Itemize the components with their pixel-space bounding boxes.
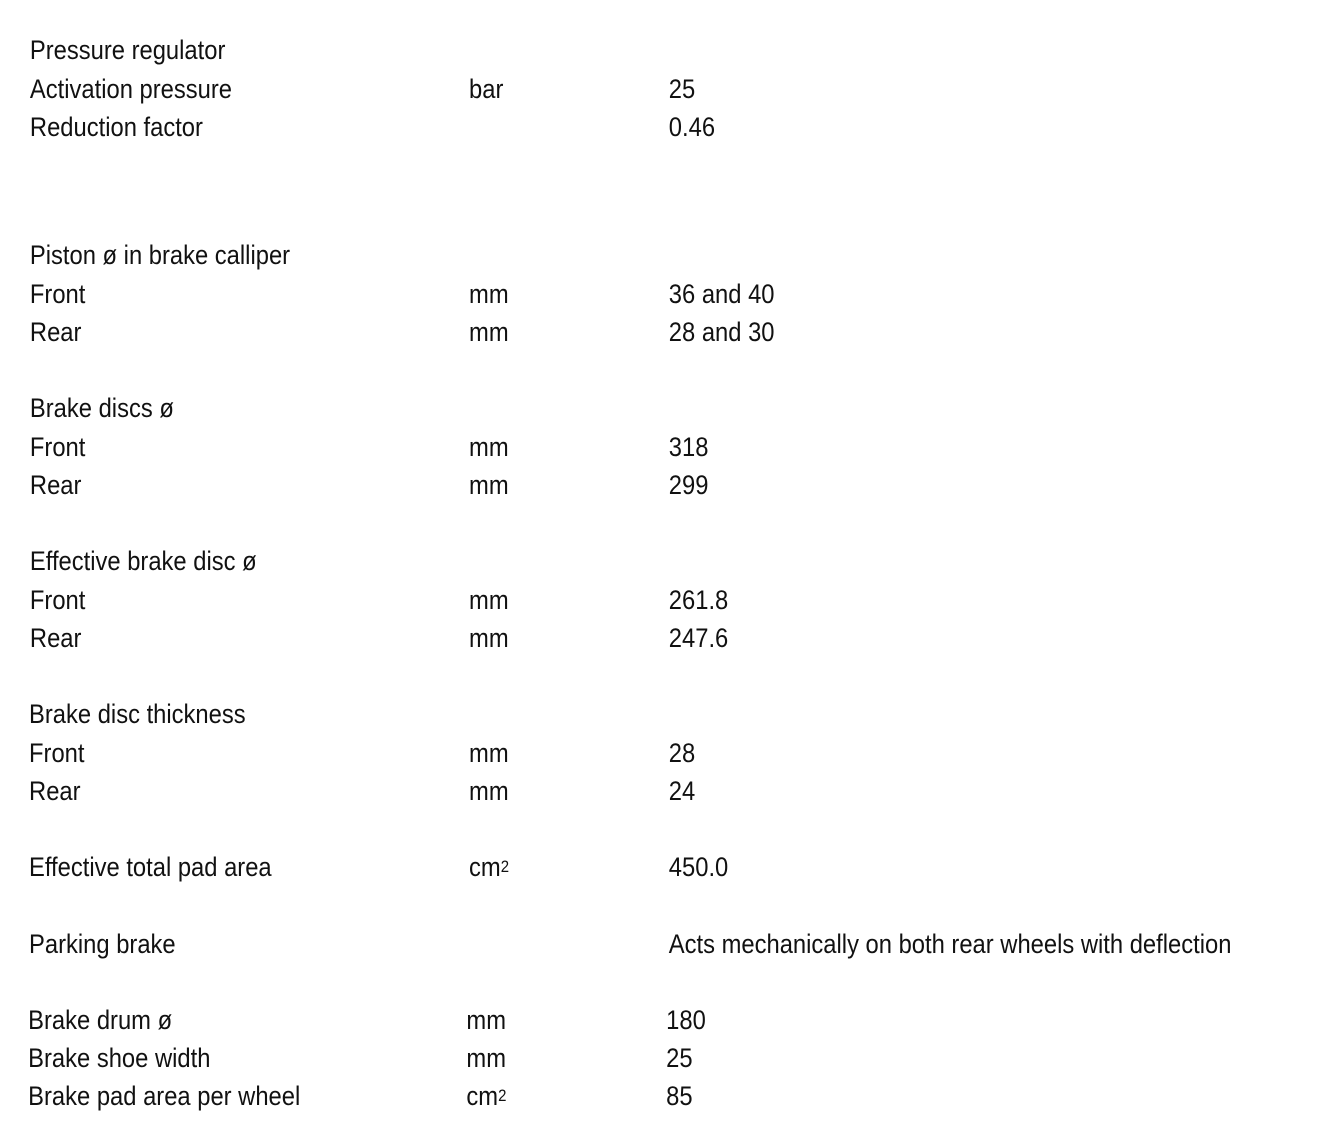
row-label: Front — [29, 432, 86, 462]
row-unit: mm — [466, 1043, 506, 1073]
row-label: Front — [29, 585, 86, 615]
row-unit: mm — [466, 1005, 506, 1035]
row-unit — [469, 848, 509, 886]
row-label: Rear — [29, 623, 82, 653]
spec-row-shoe-width — [0, 1039, 1183, 1077]
row-label: Parking brake — [29, 929, 176, 959]
row-value: 450.0 — [668, 852, 729, 882]
spec-row-brake-drum — [0, 1001, 1183, 1039]
spec-row-reduction-factor — [0, 108, 1183, 146]
section-heading-brake-discs — [0, 389, 1183, 427]
row-unit: mm — [469, 279, 509, 309]
row-value: 24 — [668, 776, 696, 806]
heading-text: Piston ø in brake calliper — [29, 240, 291, 270]
row-unit: mm — [469, 585, 509, 615]
row-label: Brake drum ø — [28, 1005, 173, 1035]
section-heading-disc-thickness — [0, 695, 1183, 733]
row-unit: mm — [469, 432, 509, 462]
row-unit: mm — [469, 776, 509, 806]
row-label: Front — [29, 279, 86, 309]
spec-row-thickness-rear — [0, 772, 1183, 810]
row-label: Rear — [29, 317, 82, 347]
unit-base: cm — [466, 1081, 499, 1111]
row-unit: mm — [469, 623, 509, 653]
row-value: 180 — [666, 1005, 706, 1035]
row-value: 85 — [666, 1081, 693, 1111]
row-value: 28 — [668, 738, 696, 768]
row-label: Reduction factor — [29, 112, 203, 142]
row-value: 318 — [668, 432, 709, 462]
row-value: 25 — [666, 1043, 693, 1073]
heading-text: Brake discs ø — [29, 393, 174, 423]
heading-text: Effective brake disc ø — [29, 546, 257, 576]
section-heading-effective-disc — [0, 542, 1183, 580]
unit-exponent: 2 — [500, 857, 510, 876]
row-label: Activation pressure — [29, 74, 232, 104]
spec-row-thickness-front — [0, 734, 1183, 772]
row-unit: mm — [469, 738, 509, 768]
spec-row-disc-front — [0, 428, 1183, 466]
spec-row-effective-rear — [0, 619, 1183, 657]
row-value: 299 — [668, 470, 709, 500]
row-value: 28 and 30 — [668, 317, 775, 347]
heading-text: Pressure regulator — [29, 35, 226, 65]
section-heading-pressure-regulator — [0, 31, 1183, 69]
row-label: Effective total pad area — [29, 852, 272, 882]
row-unit — [466, 1077, 506, 1115]
row-value: 25 — [668, 74, 696, 104]
unit-base: cm — [469, 852, 501, 882]
row-value: Acts mechanically on both rear wheels with deflection — [668, 929, 1232, 959]
heading-text: Brake disc thickness — [29, 699, 246, 729]
row-value: 0.46 — [668, 112, 716, 142]
spec-row-pad-area-per-wheel — [0, 1077, 1183, 1115]
spec-row-piston-front — [0, 275, 1183, 313]
row-label: Brake shoe width — [28, 1043, 211, 1073]
unit-exponent: 2 — [498, 1086, 507, 1105]
row-value: 247.6 — [668, 623, 729, 653]
row-value: 36 and 40 — [668, 279, 775, 309]
row-value: 261.8 — [668, 585, 729, 615]
row-unit: mm — [469, 317, 509, 347]
section-heading-piston — [0, 236, 1183, 274]
row-label: Brake pad area per wheel — [28, 1081, 301, 1111]
spec-row-effective-front — [0, 581, 1183, 619]
row-label: Rear — [29, 776, 81, 806]
row-unit: bar — [469, 74, 504, 104]
row-label: Rear — [29, 470, 82, 500]
row-unit: mm — [469, 470, 509, 500]
row-label: Front — [29, 738, 85, 768]
spec-row-piston-rear — [0, 313, 1183, 351]
spec-row-total-pad-area — [0, 848, 1183, 886]
spec-row-disc-rear — [0, 466, 1183, 504]
spec-row-activation-pressure — [0, 70, 1183, 108]
spec-row-parking-brake — [0, 925, 1232, 963]
